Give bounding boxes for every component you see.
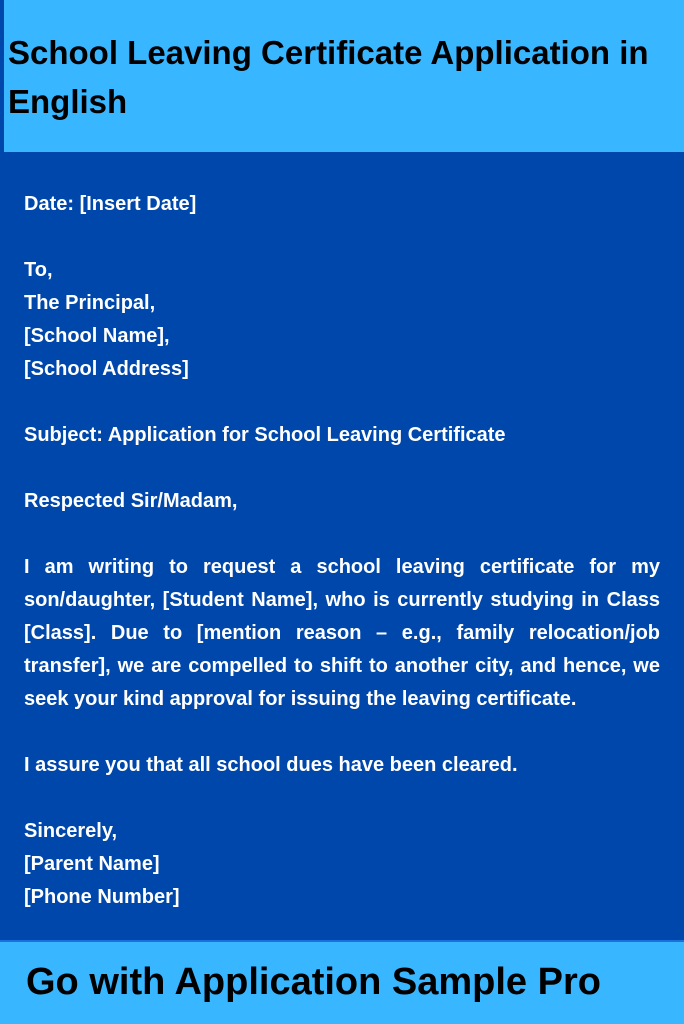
spacer [24, 452, 660, 485]
letter-assurance: I assure you that all school dues have been cleared. [24, 754, 518, 776]
parent-name: [Parent Name] [24, 853, 160, 875]
page-title: School Leaving Certificate Application in English [8, 34, 649, 120]
header-banner [0, 0, 684, 152]
phone-number: [Phone Number] [24, 886, 180, 908]
school-address: [School Address] [24, 358, 189, 380]
letter-subject: Subject: Application for School Leaving Certificate [24, 424, 506, 446]
letter-to: To, [24, 259, 53, 281]
spacer [24, 716, 660, 749]
spacer [24, 386, 660, 419]
spacer [24, 518, 660, 551]
letter-date: Date: [Insert Date] [24, 193, 197, 215]
letter-salutation: Respected Sir/Madam, [24, 490, 238, 512]
letter-body-paragraph: I am writing to request a school leaving certificate for my son/daughter, [Student Name], who is currently studying in Class [Class]. Due to [mention reason – e.g., family relocation/job transfer], we are compelled to shift to another city, and hence, we seek your kind approval for issuing the leaving certificate. [24, 556, 660, 710]
footer-text: Go with Application Sample Pro [26, 961, 601, 1003]
letter-body [24, 188, 660, 914]
spacer [24, 782, 660, 815]
footer-banner [0, 940, 684, 1024]
school-name: [School Name], [24, 325, 170, 347]
letter-closing: Sincerely, [24, 820, 118, 842]
recipient-title: The Principal, [24, 292, 156, 314]
spacer [24, 221, 660, 254]
